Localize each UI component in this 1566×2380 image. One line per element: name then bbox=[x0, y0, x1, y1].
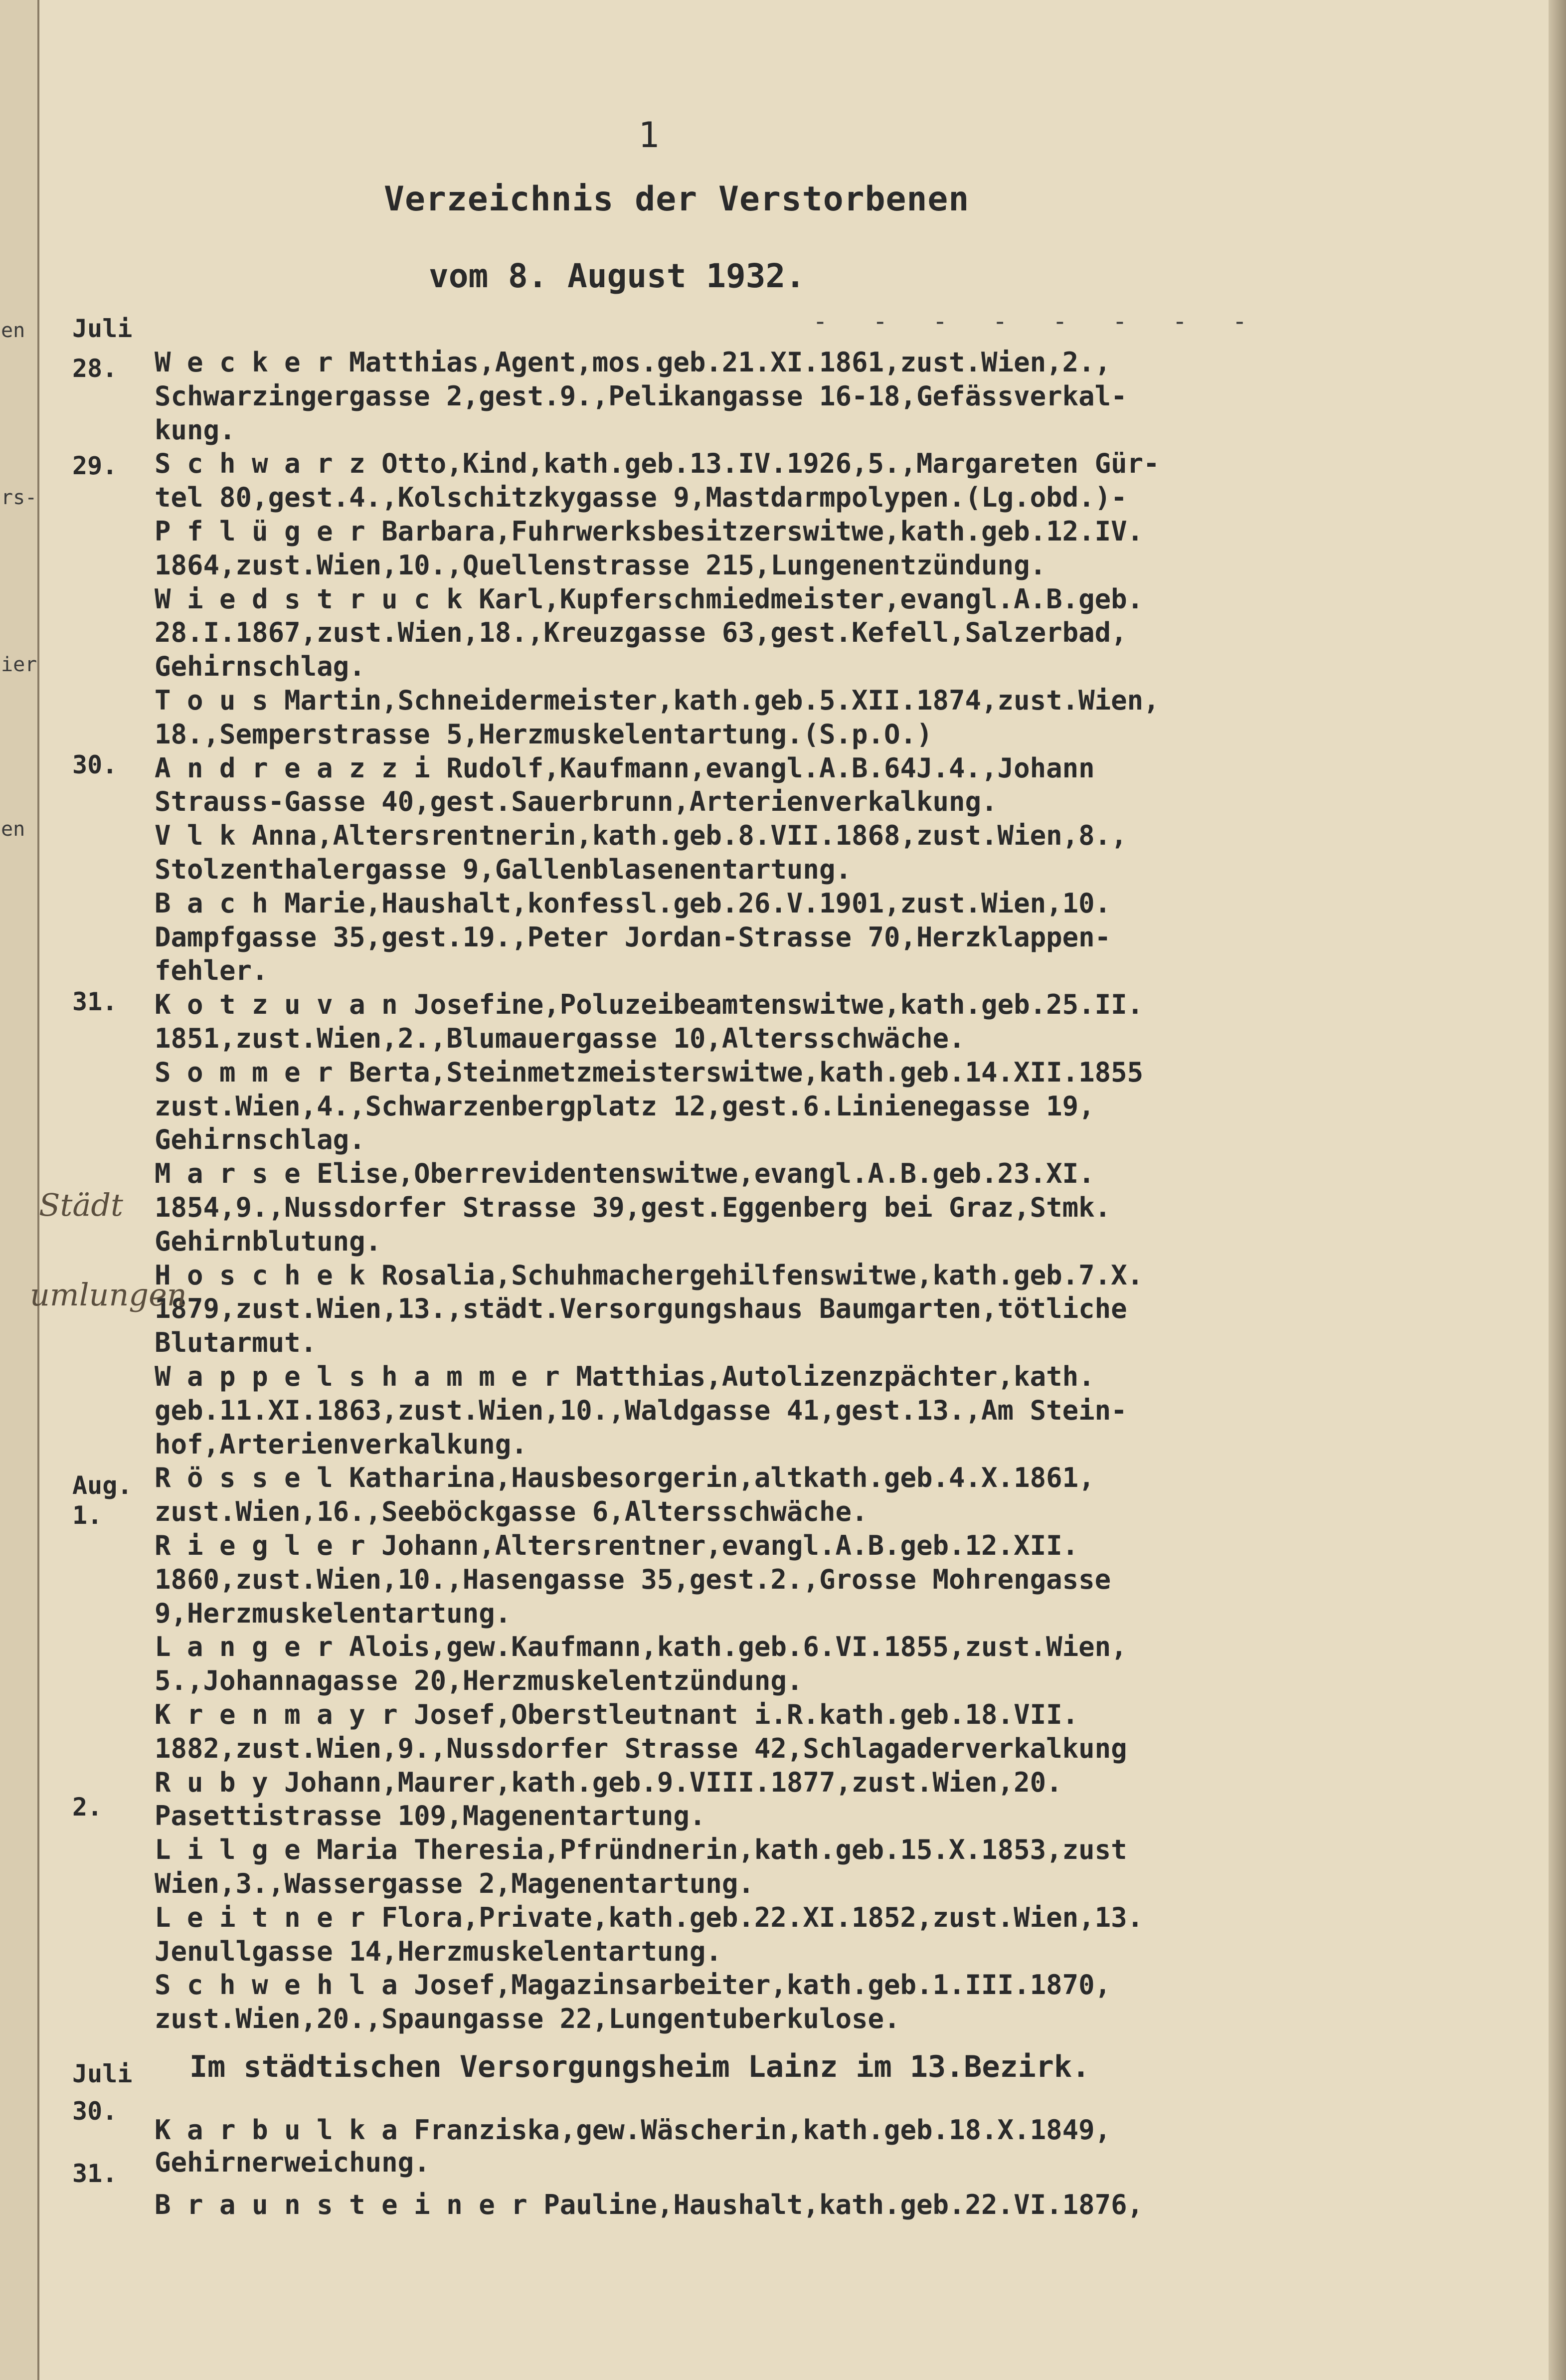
entry-line: R ö s s e l Katharina,Hausbesorgerin,altkath.geb.4.X.1861, bbox=[155, 1462, 1095, 1493]
entry-line: Wien,3.,Wassergasse 2,Magenentartung. bbox=[155, 1868, 754, 1899]
entry-line: zust.Wien,4.,Schwarzenbergplatz 12,gest.6.Linienegasse 19, bbox=[155, 1091, 1095, 1122]
entry-line: L i l g e Maria Theresia,Pfründnerin,kath.geb.15.X.1853,zust bbox=[155, 1834, 1127, 1865]
page-right-edge bbox=[1549, 0, 1566, 2380]
adjacent-page-fragment: rs- bbox=[1, 486, 37, 509]
entry-line: Gehirnblutung. bbox=[155, 1226, 382, 1257]
entry-line: T o u s Martin,Schneidermeister,kath.geb.5.XII.1874,zust.Wien, bbox=[155, 685, 1160, 716]
entry-line: H o s c h e k Rosalia,Schuhmachergehilfenswitwe,kath.geb.7.X. bbox=[155, 1260, 1144, 1291]
separator-dashes: - - - - - - - - bbox=[813, 307, 1262, 336]
date-label: 30. bbox=[72, 2097, 118, 2126]
date-label: 30. bbox=[72, 750, 118, 779]
adjacent-page-fragment: en bbox=[1, 818, 25, 841]
entry-line: S o m m e r Berta,Steinmetzmeisterswitwe,kath.geb.14.XII.1855 bbox=[155, 1057, 1144, 1088]
entry-line: 5.,Johannagasse 20,Herzmuskelentzündung. bbox=[155, 1665, 803, 1696]
entry-line: L e i t n e r Flora,Private,kath.geb.22.XI.1852,zust.Wien,13. bbox=[155, 1902, 1144, 1933]
entry-line: Pasettistrasse 109,Magenentartung. bbox=[155, 1800, 706, 1831]
entry-line: 1864,zust.Wien,10.,Quellenstrasse 215,Lungenentzündung. bbox=[155, 549, 1046, 581]
entry-line: zust.Wien,16.,Seeböckgasse 6,Altersschwäche. bbox=[155, 1496, 868, 1527]
entry-line: 1860,zust.Wien,10.,Hasengasse 35,gest.2.,Grosse Mohrengasse bbox=[155, 1564, 1111, 1595]
date-label: Juli bbox=[72, 2059, 133, 2088]
entry-line: B a c h Marie,Haushalt,konfessl.geb.26.V.1901,zust.Wien,10. bbox=[155, 888, 1111, 919]
section-heading: Im städtischen Versorgungsheim Lainz im 13.Bezirk. bbox=[189, 2049, 1090, 2084]
entry-line: V l k Anna,Altersrentnerin,kath.geb.8.VII.1868,zust.Wien,8., bbox=[155, 820, 1127, 851]
handwritten-note: Städt bbox=[39, 1187, 123, 1223]
entry-line: zust.Wien,20.,Spaungasse 22,Lungentuberkulose. bbox=[155, 2003, 900, 2034]
entry-line: S c h w a r z Otto,Kind,kath.geb.13.IV.1926,5.,Margareten Gür- bbox=[155, 448, 1160, 479]
entry-line: 28.I.1867,zust.Wien,18.,Kreuzgasse 63,gest.Kefell,Salzerbad, bbox=[155, 617, 1127, 648]
entry-line: tel 80,gest.4.,Kolschitzkygasse 9,Mastdarmpolypen.(Lg.obd.)- bbox=[155, 482, 1127, 513]
entry-line: R u b y Johann,Maurer,kath.geb.9.VIII.1877,zust.Wien,20. bbox=[155, 1767, 1062, 1798]
entry-line: 1882,zust.Wien,9.,Nussdorfer Strasse 42,Schlagaderverkalkung bbox=[155, 1733, 1127, 1764]
entry-line: Gehirnschlag. bbox=[155, 651, 365, 682]
date-label: 29. bbox=[72, 451, 118, 480]
entry-line: S c h w e h l a Josef,Magazinsarbeiter,kath.geb.1.III.1870, bbox=[155, 1969, 1111, 2001]
entry-line: L a n g e r Alois,gew.Kaufmann,kath.geb.6.VI.1855,zust.Wien, bbox=[155, 1631, 1127, 1662]
entry-line: 18.,Semperstrasse 5,Herzmuskelentartung.(S.p.O.) bbox=[155, 719, 933, 750]
entry-line: Dampfgasse 35,gest.19.,Peter Jordan-Strasse 70,Herzklappen- bbox=[155, 921, 1111, 953]
date-label: 1. bbox=[72, 1501, 103, 1530]
entry-line: Strauss-Gasse 40,gest.Sauerbrunn,Arterienverkalkung. bbox=[155, 786, 998, 817]
entry-line: W a p p e l s h a m m e r Matthias,Autolizenzpächter,kath. bbox=[155, 1361, 1095, 1392]
entry-line: P f l ü g e r Barbara,Fuhrwerksbesitzerswitwe,kath.geb.12.IV. bbox=[155, 516, 1144, 547]
handwritten-note: umlungen bbox=[30, 1277, 187, 1313]
entry-line: kung. bbox=[155, 414, 236, 446]
entry-line: Gehirnschlag. bbox=[155, 1124, 365, 1155]
entry-line: Blutarmut. bbox=[155, 1327, 317, 1358]
entry-line: 1851,zust.Wien,2.,Blumauergasse 10,Altersschwäche. bbox=[155, 1023, 965, 1054]
date-label: Aug. bbox=[72, 1471, 133, 1500]
entry-line: Jenullgasse 14,Herzmuskelentartung. bbox=[155, 1936, 722, 1967]
entry-line: Schwarzingergasse 2,gest.9.,Pelikangasse 16-18,Gefässverkal- bbox=[155, 380, 1127, 412]
entry-line: B r a u n s t e i n e r Pauline,Haushalt,kath.geb.22.VI.1876, bbox=[155, 2189, 1144, 2220]
entry-line: R i e g l e r Johann,Altersrentner,evangl.A.B.geb.12.XII. bbox=[155, 1530, 1079, 1561]
entry-line: 1879,zust.Wien,13.,städt.Versorgungshaus Baumgarten,tötliche bbox=[155, 1293, 1127, 1324]
date-label: 28. bbox=[72, 354, 118, 383]
date-label: 2. bbox=[72, 1793, 103, 1822]
entry-line: Stolzenthalergasse 9,Gallenblasenentartung. bbox=[155, 854, 852, 885]
entry-line: geb.11.XI.1863,zust.Wien,10.,Waldgasse 41,gest.13.,Am Stein- bbox=[155, 1395, 1127, 1426]
entry-line: W e c k e r Matthias,Agent,mos.geb.21.XI.1861,zust.Wien,2., bbox=[155, 347, 1111, 378]
entry-line: 9,Herzmuskelentartung. bbox=[155, 1598, 512, 1629]
entry-line: Gehirnerweichung. bbox=[155, 2147, 430, 2178]
entry-line: hof,Arterienverkalkung. bbox=[155, 1429, 527, 1460]
entry-line: M a r s e Elise,Oberrevidentenswitwe,evangl.A.B.geb.23.XI. bbox=[155, 1158, 1095, 1189]
entry-line: K o t z u v a n Josefine,Poluzeibeamtenswitwe,kath.geb.25.II. bbox=[155, 989, 1144, 1020]
entry-line: K a r b u l k a Franziska,gew.Wäscherin,kath.geb.18.X.1849, bbox=[155, 2114, 1111, 2146]
entry-line: fehler. bbox=[155, 955, 268, 986]
date-label: 31. bbox=[72, 2159, 118, 2188]
entry-line: 1854,9.,Nussdorfer Strasse 39,gest.Eggenberg bei Graz,Stmk. bbox=[155, 1192, 1111, 1223]
date-label: Juli bbox=[72, 314, 133, 343]
entry-line: K r e n m a y r Josef,Oberstleutnant i.R.kath.geb.18.VII. bbox=[155, 1699, 1079, 1730]
adjacent-page-fragment: en bbox=[1, 319, 25, 342]
date-label: 31. bbox=[72, 987, 118, 1016]
entry-line: A n d r e a z z i Rudolf,Kaufmann,evangl.A.B.64J.4.,Johann bbox=[155, 752, 1095, 784]
entry-line: W i e d s t r u c k Karl,Kupferschmiedmeister,evangl.A.B.geb. bbox=[155, 583, 1144, 615]
adjacent-page-fragment: ier bbox=[1, 653, 37, 676]
page-number: 1 bbox=[638, 115, 660, 156]
page-subtitle: vom 8. August 1932. bbox=[429, 257, 805, 295]
adjacent-page-edge bbox=[0, 0, 39, 2380]
page-title: Verzeichnis der Verstorbenen bbox=[384, 180, 970, 219]
